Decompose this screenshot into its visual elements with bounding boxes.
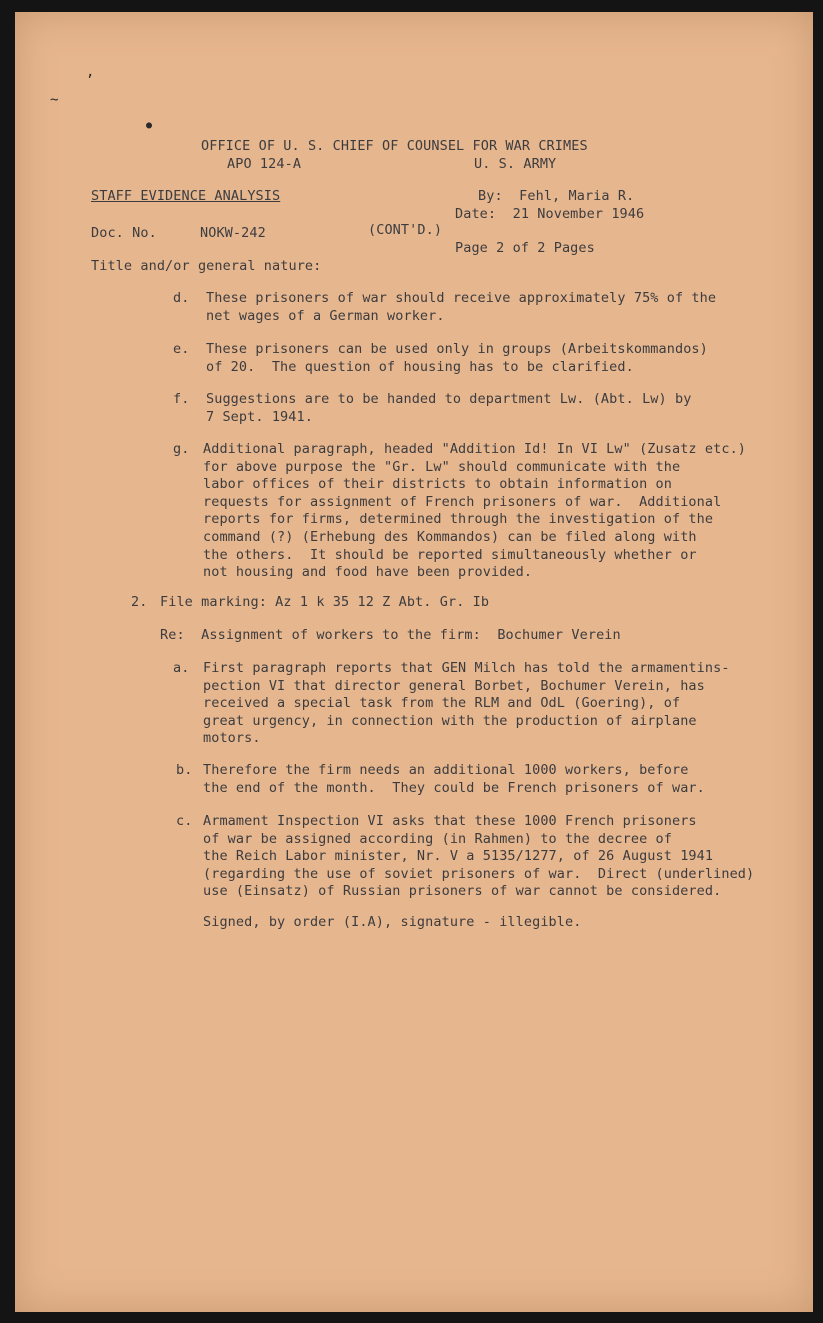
paper-mark: ● xyxy=(146,120,153,131)
item-d-label: d. xyxy=(173,290,190,306)
item-g-text: Additional paragraph, headed "Addition Id! In VI Lw" (Zusatz etc.) for above purpose the "Gr. Lw" should communicate with the labor offices of their districts to obtain information on requests for assignment of French prisoners of war. Additional reports for firms, determined through the investigation of the command (?) (Erhebung des Kommandos) can be filed along with the others. It should be reported simultaneously whether or not housing and food have been provided. xyxy=(203,441,747,581)
analysis-date: Date: 21 November 1946 xyxy=(455,206,645,222)
item-e-label: e. xyxy=(173,341,190,357)
item-c-label: c. xyxy=(176,813,193,829)
apo-line: APO 124-A xyxy=(227,156,302,172)
item-d-text: These prisoners of war should receive approximately 75% of the net wages of a German worker. xyxy=(206,290,717,324)
doc-number-label: Doc. No. xyxy=(91,225,157,241)
title-label: Title and/or general nature: xyxy=(91,258,322,274)
analyst-name: By: Fehl, Maria R. xyxy=(478,188,635,204)
analysis-title: STAFF EVIDENCE ANALYSIS xyxy=(91,188,281,204)
item-b-label: b. xyxy=(176,762,193,778)
page-count: Page 2 of 2 Pages xyxy=(455,240,595,256)
item-a-text: First paragraph reports that GEN Milch has told the armamentins- pection VI that director general Borbet, Bochumer Verein, has received a special task from the RLM and OdL (Goering), of great urgency, in connection with the production of airplane motors. xyxy=(203,660,730,747)
signature-line: Signed, by order (I.A), signature - illegible. xyxy=(203,914,582,930)
paper-mark: ~ xyxy=(50,92,59,108)
item-f-text: Suggestions are to be handed to department Lw. (Abt. Lw) by 7 Sept. 1941. xyxy=(206,391,692,425)
item-e-text: These prisoners can be used only in groups (Arbeitskommandos) of 20. The question of housing has to be clarified. xyxy=(206,341,708,375)
continued-mark: (CONT'D.) xyxy=(368,222,443,238)
item-c-text: Armament Inspection VI asks that these 1000 French prisoners of war be assigned according (in Rahmen) to the decree of the Reich Labor minister, Nr. V a 5135/1277, of 26 August 1941 (regarding the use of soviet prisoners of war. Direct (underlined) use (Einsatz) of Russian prisoners of war cannot be considered. xyxy=(203,813,755,900)
item-g-label: g. xyxy=(173,441,190,457)
file-marking: File marking: Az 1 k 35 12 Z Abt. Gr. Ib xyxy=(160,594,490,610)
army-line: U. S. ARMY xyxy=(474,156,557,172)
item-f-label: f. xyxy=(173,391,190,407)
paper-mark: , xyxy=(86,64,95,80)
doc-number: NOKW-242 xyxy=(200,225,266,241)
item-b-text: Therefore the firm needs an additional 1000 workers, before the end of the month. They could be French prisoners of war. xyxy=(203,762,705,796)
subject-line: Re: Assignment of workers to the firm: Bochumer Verein xyxy=(160,627,621,643)
office-heading: OFFICE OF U. S. CHIEF OF COUNSEL FOR WAR CRIMES xyxy=(201,138,588,154)
section-2-number: 2. xyxy=(131,594,148,610)
item-a-label: a. xyxy=(173,660,190,676)
